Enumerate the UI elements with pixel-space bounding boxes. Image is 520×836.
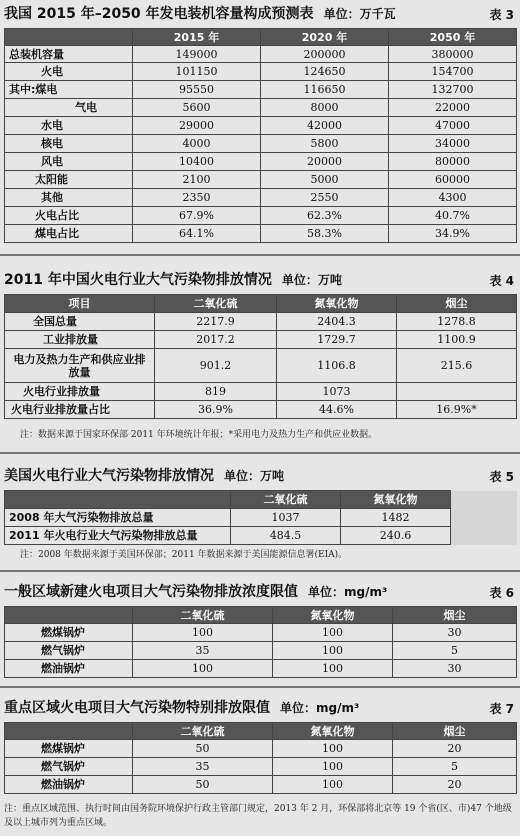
table7 [4, 722, 517, 794]
table3-section [0, 0, 520, 240]
table-row [5, 135, 517, 153]
cell-value: 132700 [389, 81, 517, 99]
table4-note: 注：数据来源于国家环保部 2011 年环境统计年报；*采用电力及热力生产和供应业数据。 [20, 430, 378, 440]
empty-cell [451, 527, 517, 545]
cell-value: 30 [393, 624, 517, 642]
table3-header-cell: 2015 年 [133, 29, 261, 46]
table6-title [4, 581, 387, 601]
cell-value: 35 [133, 758, 273, 776]
table4 [4, 294, 517, 419]
cell-value: 1106.8 [277, 349, 397, 383]
table6 [4, 606, 517, 678]
cell-value: 2550 [261, 189, 389, 207]
row-label: 太阳能 [5, 171, 133, 189]
cell-value: 35 [133, 642, 273, 660]
table6-header-cell: 氮氧化物 [273, 607, 393, 624]
table7-section [0, 694, 520, 828]
table6-header-cell: 二氧化硫 [133, 607, 273, 624]
cell-value: 29000 [133, 117, 261, 135]
cell-value: 50 [133, 740, 273, 758]
table-row [5, 401, 517, 419]
table5-title-row [0, 462, 520, 488]
table-row [5, 225, 517, 243]
table-row [5, 46, 517, 63]
table3-title-text: 我国 2015 年–2050 年发电装机容量构成预测表 [4, 6, 314, 22]
cell-value: 819 [155, 383, 277, 401]
table7-unit: 单位：mg/m³ [280, 701, 360, 715]
cell-value: 100 [273, 660, 393, 678]
cell-value: 901.2 [155, 349, 277, 383]
table-row [5, 81, 517, 99]
table7-header-cell [5, 723, 133, 740]
table7-header-row [5, 723, 517, 740]
cell-value: 50 [133, 776, 273, 794]
row-label: 全国总量 [5, 313, 155, 331]
cell-value: 116650 [261, 81, 389, 99]
table-row [5, 153, 517, 171]
table6-number: 表 6 [489, 586, 514, 600]
table3-header-row [5, 29, 517, 46]
table-row [5, 313, 517, 331]
table-row [5, 624, 517, 642]
cell-value: 484.5 [231, 527, 341, 545]
row-label: 燃油锅炉 [5, 660, 133, 678]
cell-value: 2100 [133, 171, 261, 189]
row-label: 火电占比 [5, 207, 133, 225]
cell-value: 154700 [389, 63, 517, 81]
table5-title-text: 美国火电行业大气污染物排放情况 [4, 468, 214, 484]
table7-header-cell: 氮氧化物 [273, 723, 393, 740]
table3 [4, 28, 517, 243]
row-label: 电力及热力生产和供应业排放量 [5, 349, 155, 383]
table5-note: 注：2008 年数据来源于美国环保部；2011 年数据来源于美国能源信息署(EIA)。 [20, 550, 348, 560]
cell-value: 1729.7 [277, 331, 397, 349]
table6-unit: 单位：mg/m³ [308, 585, 388, 599]
cell-value: 40.7% [389, 207, 517, 225]
empty-cell [451, 509, 517, 527]
table7-title-row [0, 694, 520, 720]
cell-value: 2217.9 [155, 313, 277, 331]
table6-section [0, 578, 520, 675]
cell-value: 2017.2 [155, 331, 277, 349]
table4-header-cell: 烟尘 [397, 295, 517, 313]
table4-number: 表 4 [489, 274, 514, 288]
table4-header-cell: 二氧化硫 [155, 295, 277, 313]
section-divider [0, 686, 520, 688]
table4-unit: 单位：万吨 [281, 273, 342, 287]
table-row [5, 349, 517, 383]
table5-title [4, 465, 284, 485]
row-label: 燃气锅炉 [5, 642, 133, 660]
cell-value: 100 [273, 624, 393, 642]
cell-value: 20 [393, 776, 517, 794]
cell-value: 5000 [261, 171, 389, 189]
table3-number: 表 3 [489, 8, 514, 22]
cell-value: 62.3% [261, 207, 389, 225]
row-label: 煤电占比 [5, 225, 133, 243]
table3-title-row [0, 0, 520, 26]
table4-title-row [0, 266, 520, 292]
table-row [5, 331, 517, 349]
cell-value: 200000 [261, 46, 389, 63]
cell-value: 1037 [231, 509, 341, 527]
cell-value: 64.1% [133, 225, 261, 243]
cell-value: 67.9% [133, 207, 261, 225]
row-label: 风电 [5, 153, 133, 171]
cell-value: 8000 [261, 99, 389, 117]
table6-header-row [5, 607, 517, 624]
section-divider [0, 452, 520, 454]
cell-value: 2404.3 [277, 313, 397, 331]
row-label: 燃气锅炉 [5, 758, 133, 776]
cell-value: 1100.9 [397, 331, 517, 349]
cell-value: 1073 [277, 383, 397, 401]
row-label: 核电 [5, 135, 133, 153]
table-row [5, 189, 517, 207]
cell-value: 100 [273, 776, 393, 794]
table5-header-row [5, 491, 517, 509]
cell-value: 22000 [389, 99, 517, 117]
table6-header-cell [5, 607, 133, 624]
table5 [4, 490, 517, 545]
empty-cell [451, 491, 517, 509]
table-row [5, 776, 517, 794]
table-row [5, 509, 517, 527]
table7-header-cell: 烟尘 [393, 723, 517, 740]
table7-header-cell: 二氧化硫 [133, 723, 273, 740]
table-row [5, 171, 517, 189]
table-row [5, 207, 517, 225]
table4-section [0, 266, 520, 440]
table-row [5, 383, 517, 401]
row-label: 火电行业排放量 [5, 383, 155, 401]
cell-value: 34.9% [389, 225, 517, 243]
cell-value: 100 [133, 624, 273, 642]
cell-value: 10400 [133, 153, 261, 171]
table6-header-cell: 烟尘 [393, 607, 517, 624]
table4-header-cell: 氮氧化物 [277, 295, 397, 313]
table3-unit: 单位：万千瓦 [323, 7, 396, 21]
table-row [5, 63, 517, 81]
cell-value: 5800 [261, 135, 389, 153]
table6-title-text: 一般区域新建火电项目大气污染物排放浓度限值 [4, 584, 298, 600]
table5-header-cell: 氮氧化物 [341, 491, 451, 509]
table-row [5, 740, 517, 758]
row-label: 2008 年大气污染物排放总量 [5, 509, 231, 527]
row-label: 燃煤锅炉 [5, 624, 133, 642]
table3-header-cell: 2020 年 [261, 29, 389, 46]
cell-value: 30 [393, 660, 517, 678]
row-label: 水电 [5, 117, 133, 135]
row-label: 其他 [5, 189, 133, 207]
section-divider [0, 254, 520, 256]
table-row [5, 99, 517, 117]
cell-value: 215.6 [397, 349, 517, 383]
table3-header-cell [5, 29, 133, 46]
cell-value: 5 [393, 642, 517, 660]
table7-number: 表 7 [489, 702, 514, 716]
table5-header-cell: 二氧化硫 [231, 491, 341, 509]
cell-value [397, 383, 517, 401]
table7-title [4, 697, 359, 717]
row-label: 2011 年火电行业大气污染物排放总量 [5, 527, 231, 545]
row-label: 燃油锅炉 [5, 776, 133, 794]
cell-value: 149000 [133, 46, 261, 63]
cell-value: 4300 [389, 189, 517, 207]
table5-number: 表 5 [489, 470, 514, 484]
cell-value: 1482 [341, 509, 451, 527]
cell-value: 4000 [133, 135, 261, 153]
table4-header-row [5, 295, 517, 313]
cell-value: 20 [393, 740, 517, 758]
cell-value: 5 [393, 758, 517, 776]
table5-section [0, 462, 520, 560]
cell-value: 95550 [133, 81, 261, 99]
cell-value: 100 [273, 740, 393, 758]
cell-value: 42000 [261, 117, 389, 135]
table7-title-text: 重点区域火电项目大气污染物特别排放限值 [4, 700, 270, 716]
cell-value: 58.3% [261, 225, 389, 243]
cell-value: 36.9% [155, 401, 277, 419]
table3-header-cell: 2050 年 [389, 29, 517, 46]
cell-value: 100 [273, 642, 393, 660]
table-row [5, 117, 517, 135]
row-label: 火电行业排放量占比 [5, 401, 155, 419]
table5-unit: 单位：万吨 [224, 469, 285, 483]
table5-header-cell [5, 491, 231, 509]
row-label: 火电 [5, 63, 133, 81]
table4-header-cell: 项目 [5, 295, 155, 313]
cell-value: 34000 [389, 135, 517, 153]
section-divider [0, 570, 520, 572]
cell-value: 47000 [389, 117, 517, 135]
cell-value: 240.6 [341, 527, 451, 545]
cell-value: 101150 [133, 63, 261, 81]
table6-title-row [0, 578, 520, 604]
row-label: 工业排放量 [5, 331, 155, 349]
cell-value: 2350 [133, 189, 261, 207]
cell-value: 80000 [389, 153, 517, 171]
cell-value: 100 [133, 660, 273, 678]
cell-value: 100 [273, 758, 393, 776]
cell-value: 60000 [389, 171, 517, 189]
cell-value: 16.9%* [397, 401, 517, 419]
table4-title-text: 2011 年中国火电行业大气污染物排放情况 [4, 272, 272, 288]
cell-value: 124650 [261, 63, 389, 81]
cell-value: 380000 [389, 46, 517, 63]
cell-value: 5600 [133, 99, 261, 117]
table-row [5, 642, 517, 660]
row-label: 气电 [5, 99, 133, 117]
row-label: 其中:煤电 [5, 81, 133, 99]
row-label: 燃煤锅炉 [5, 740, 133, 758]
table3-title [4, 3, 396, 23]
table-row [5, 527, 517, 545]
table-row [5, 660, 517, 678]
cell-value: 20000 [261, 153, 389, 171]
cell-value: 1278.8 [397, 313, 517, 331]
row-label: 总装机容量 [5, 46, 133, 63]
table-row [5, 758, 517, 776]
table4-title [4, 269, 342, 289]
table7-note: 注：重点区域范围、执行时间由国务院环境保护行政主管部门规定，2013 年 2 月，环保部将北京等 19 个省(区、市)47 个地级及以上城市列为重点区域。 [4, 804, 512, 828]
cell-value: 44.6% [277, 401, 397, 419]
